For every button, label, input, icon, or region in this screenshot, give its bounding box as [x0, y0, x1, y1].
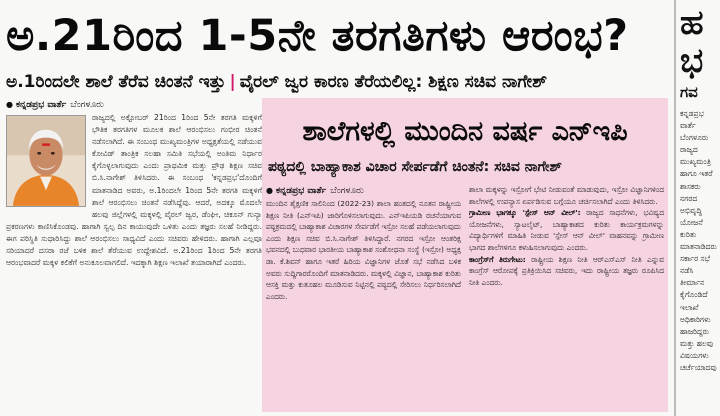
- right-article-cutoff: [680, 4, 720, 412]
- middle-byline-place: ಬೆಂಗಳೂರು: [330, 186, 364, 196]
- main-headline: ಅ.21ರಿಂದ 1-5ನೇ ತರಗತಿಗಳು ಆರಂಭ?: [6, 11, 629, 61]
- right-subheadline: ಗವ: [680, 83, 698, 101]
- right-article-body: ಕನ್ನಡಪ್ರಭ ವಾರ್ತೆ ಬೆಂಗಳೂರು ರಾಜ್ಯದ ಮುಖ್ಯಮಂತ್ರಿ ಹಾಗೂ ಇತರೆ ಶಾಸಕರು ನಗರದ ಅಭಿವೃದ್ಧಿ ಯೋಜನೆ ಕುರಿತು ಮಾತನಾಡಿದರು ಸರ್ಕಾರ ಸಭೆ ನಡೆಸಿ ತೀರ್ಮಾನ ಕೈಗೊಂಡಿದೆ ಇಲಾಖೆ ಅಧಿಕಾರಿಗಳು ಹಾಜರಿದ್ದರು ಮತ್ತು ಹಲವು ವಿಷಯಗಳು ಚರ್ಚೆಯಾದವು: [680, 109, 717, 372]
- middle-byline-source: ಕನ್ನಡಪ್ರಭ ವಾರ್ತೆ: [275, 186, 327, 196]
- minister-portrait-image: [7, 116, 85, 206]
- section-text-congress: ರಾಷ್ಟ್ರೀಯ ಶಿಕ್ಷಣ ನೀತಿ ಆರ್‌ಎಸ್ಎಸ್ ನೀತಿ ಎನ್ನುವ ಕಾಂಗ್ರೆಸ್ ಆರೋಪಕ್ಕೆ ಪ್ರತಿಕ್ರಿಯಿಸಿದ ಸಚಿವರು, ಇದು ರಾಷ್ಟ್ರೀಯ ತಜ್ಞರು ರೂಪಿಸಿದ ನೀತಿ ಎಂದರು.: [469, 254, 664, 287]
- middle-column-2-section-1: [469, 207, 664, 253]
- sub-headline-right: ವೈರಲ್ ಜ್ವರ ಕಾರಣ ತೆರೆಯಲಿಲ್ಲ: ಶಿಕ್ಷಣ ಸಚಿವ ನಾಗೇಶ್: [239, 72, 548, 92]
- bullet-icon: ●: [6, 100, 13, 109]
- middle-byline: [266, 184, 461, 198]
- middle-columns: [266, 184, 664, 410]
- middle-column-2-section-2: [469, 254, 664, 289]
- left-article-body: ರಾಜ್ಯದಲ್ಲಿ ಅಕ್ಟೋಬರ್ 21ರಿಂದ 1ರಿಂದ 5ನೇ ತರಗತಿ ಮಕ್ಕಳಿಗೆ ಭೌತಿಕ ತರಗತಿಗಳ ಮೂಲಕ ಶಾಲೆ ಆರಂಭಿಸಲು ಗಂಭೀರ ಚಿಂತನೆ ನಡೆಸಲಾಗಿದೆ. ಈ ಸಂಬಂಧ ಮುಖ್ಯಮಂತ್ರಿಗಳ ಅಧ್ಯಕ್ಷತೆಯಲ್ಲಿ ನಡೆಯುವ ಕೋವಿಡ್ ತಾಂತ್ರಿಕ ಸಲಹಾ ಸಮಿತಿ ಸಭೆಯಲ್ಲಿ ಅಂತಿಮ ನಿರ್ಧಾರ ಕೈಗೊಳ್ಳಲಾಗುವುದು ಎಂದು ಪ್ರಾಥಮಿಕ ಮತ್ತು ಪ್ರೌಢ ಶಿಕ್ಷಣ ಸಚಿವ ಬಿ.ಸಿ.ನಾಗೇಶ್ ತಿಳಿಸಿದರು. ಈ ಸಂಬಂಧ 'ಕನ್ನಡಪ್ರಭ'ದೊಂದಿಗೆ ಮಾತನಾಡಿದ ಅವರು, ಅ.1ರಿಂದಲೇ 1ರಿಂದ 5ನೇ ತರಗತಿ ಮಕ್ಕಳಿಗೆ ಶಾಲೆ ಆರಂಭಿಸಲು ಚಿಂತನೆ ನಡೆಸಿದ್ದೆವು. ಆದರೆ, ಅದಕ್ಕೂ ಮೊದಲೇ ಹಲವು ಜಿಲ್ಲೆಗಳಲ್ಲಿ ಮಕ್ಕಳಲ್ಲಿ ವೈರಲ್ ಜ್ವರ, ಡೆಂಘೀ, ಚಿಕೂನ್ ಗುನ್ಯಾ ಪ್ರಕರಣಗಳು ಕಾಣಿಸಿಕೊಂಡವು. ಹಾಗಾಗಿ ಸ್ವಲ್ಪ ದಿನ ಕಾಯುವುದೇ ಒಳಿತು ಎಂದು ತಜ್ಞರು ಸಲಹೆ ನೀಡಿದ್ದರು. ಈಗ ಪರಿಸ್ಥಿತಿ ಸುಧಾರಿಸಿದ್ದು ಶಾಲೆ ಆರಂಭಿಸಲು ಸಾಧ್ಯವಿದೆ ಎಂದು ಸಚಿವರು ಹೇಳಿದರು. ಹಾಗಾಗಿ ಎಲ್ಲವೂ ಸರಿಯಾದರೆ ದಸರಾ ರಜೆ ಬಳಿಕ ಶಾಲೆ ತೆರೆಯುವ ಉದ್ದೇಶವಿದೆ. ಅ.21ರಿಂದ 1ರಿಂದ 5ನೇ ತರಗತಿ ಆರಂಭವಾದರೆ ಮಕ್ಕಳ ಕಲಿಕೆಗೆ ಅನುಕೂಲವಾಗಲಿದೆ. ಇದಕ್ಕಾಗಿ ಶಿಕ್ಷಣ ಇಲಾಖೆ ತಯಾರಾಗಿದೆ ಎಂದರು.: [6, 113, 262, 268]
- middle-column-1: [266, 184, 461, 410]
- sub-headline-separator: |: [229, 72, 236, 92]
- middle-subheadline: ಪಠ್ಯದಲ್ಲಿ ಬಾಹ್ಯಾಕಾಶ ವಿಚಾರ ಸೇರ್ಪಡೆಗೆ ಚಿಂತನೆ: ಸಚಿವ ನಾಗೇಶ್: [268, 159, 562, 175]
- left-byline-source: ಕನ್ನಡಪ್ರಭ ವಾರ್ತೆ: [15, 100, 67, 110]
- section-heading-space-on-wheel: ಗ್ರಾಮೀಣ ಭಾಗಕ್ಕೂ 'ಸ್ಪೇಸ್ ಆನ್ ವೀಲ್':: [469, 208, 581, 218]
- middle-headline: ಶಾಲೆಗಳಲ್ಲಿ ಮುಂದಿನ ವರ್ಷ ಎನ್ಇಪಿ: [302, 116, 628, 147]
- left-article: [6, 98, 262, 412]
- sub-headline-left: ಅ.1ರಿಂದಲೇ ಶಾಲೆ ತೆರೆವ ಚಿಂತನೆ ಇತ್ತು: [6, 72, 226, 92]
- middle-column-1-text: ಮುಂದಿನ ಶೈಕ್ಷಣಿಕ ಸಾಲಿನಿಂದ (2022-23) ಶಾಲಾ ಹಂತದಲ್ಲಿ ನೂತನ ರಾಷ್ಟ್ರೀಯ ಶಿಕ್ಷಣ ನೀತಿ (ಎನ್ಇಪಿ) ಜಾರಿಗೊಳಿಸಲಾಗುವುದು. ಎನ್ಇಪಿಯಡಿ ರಚನೆಯಾಗುವ ಪಠ್ಯಕ್ರಮದಲ್ಲಿ ಬಾಹ್ಯಾಕಾಶ ವಿಚಾರಗಳ ಸೇರ್ಪಡೆಗೆ ಇಸ್ರೋ ಸಲಹೆ ಪಡೆಯಲಾಗುವುದು ಎಂದು ಶಿಕ್ಷಣ ಸಚಿವ ಬಿ.ಸಿ.ನಾಗೇಶ್ ತಿಳಿಸಿದ್ದಾರೆ. ನಗರದ ಇಸ್ರೋ ಆಂತರಿಕ್ಷ ಭವನದಲ್ಲಿ ಬುಧವಾರ ಭಾರತೀಯ ಬಾಹ್ಯಾಕಾಶ ಸಂಶೋಧನಾ ಸಂಸ್ಥೆ (ಇಸ್ರೋ) ಅಧ್ಯಕ್ಷ ಡಾ. ಕೆ.ಶಿವನ್ ಹಾಗೂ ಇತರೆ ಹಿರಿಯ ವಿಜ್ಞಾನಿಗಳ ಜೊತೆ ಸಭೆ ನಡೆಸಿದ ಬಳಿಕ ಅವರು ಸುದ್ದಿಗಾರರೊಂದಿಗೆ ಮಾತನಾಡಿದರು. ಮಕ್ಕಳಲ್ಲಿ ವಿಜ್ಞಾನ, ಬಾಹ್ಯಾಕಾಶ ಕುರಿತು ಆಸಕ್ತಿ ಮತ್ತು ಕುತೂಹಲ ಮೂಡಿಸುವ ನಿಟ್ಟಿನಲ್ಲಿ ಪಠ್ಯದಲ್ಲಿ ಸೇರಿಸಲು ನಿರ್ಧರಿಸಲಾಗಿದೆ ಎಂದರು.: [266, 199, 461, 301]
- bullet-icon: ●: [266, 186, 273, 195]
- right-headline-line-2: ಭ: [680, 41, 704, 81]
- middle-column-2-intro: ಶಾಲಾ ಮಕ್ಕಳನ್ನು ಇಸ್ರೋಗೆ ಭೇಟಿ ನೀಡುವಂತೆ ಮಾಡುವುದು, ಇಸ್ರೋ ವಿಜ್ಞಾನಿಗಳಿಂದ ಶಾಲೆಗಳಲ್ಲಿ ಉಪನ್ಯಾಸ ಏರ್ಪಡಿಸುವ ಬಗ್ಗೆಯೂ ಚರ್ಚಿಸಲಾಗಿದೆ ಎಂದು ತಿಳಿಸಿದರು.: [469, 185, 664, 206]
- column-divider: [674, 0, 676, 416]
- left-byline: [6, 98, 262, 112]
- middle-column-2: [469, 184, 664, 410]
- right-headline-line-1: ಹ: [680, 4, 704, 43]
- left-byline-place: ಬೆಂಗಳೂರು: [70, 100, 104, 110]
- minister-photo: [6, 115, 86, 207]
- middle-article: [262, 98, 668, 412]
- section-text-space-on-wheel: ರಾಜ್ಯದ ಸಾಧನೆಗಳು, ಭವಿಷ್ಯದ ಯೋಜನೆಗಳು, ಸ್ಯಾಟಲೈಟ್, ಬಾಹ್ಯಾಕಾಶದ ಕುರಿತು ಕಾರ್ಯಕ್ರಮಗಳನ್ನು ವಿದ್ಯಾರ್ಥಿಗಳಿಗೆ ಮಾಹಿತಿ ನೀಡುವ 'ಸ್ಪೇಸ್ ಆನ್ ವೀಲ್' ವಾಹನವನ್ನು ಗ್ರಾಮೀಣ ಭಾಗದ ಶಾಲೆಗಳಿಗೂ ಕಳುಹಿಸಲಾಗುವುದು ಎಂದರು.: [469, 208, 664, 252]
- section-heading-congress: ಕಾಂಗ್ರೆಸ್‌ಗೆ ತಿರುಗೇಟು:: [469, 254, 526, 264]
- sub-headline: [6, 70, 674, 94]
